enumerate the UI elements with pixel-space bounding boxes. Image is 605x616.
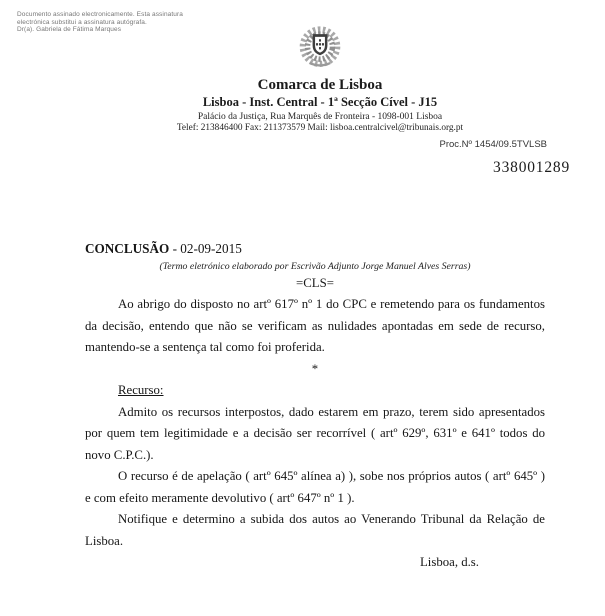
paragraph-apelacao: O recurso é de apelação ( artº 645º alínea a) ), sobe nos próprios autos ( artº 645º ) e com efeito meramente devolutivo ( artº 647º nº 1 ). (85, 469, 545, 505)
conclusao-title (85, 238, 545, 260)
stamp-line-1: Documento assinado electronicamente. Esta assinatura (17, 11, 183, 18)
court-section: Lisboa - Inst. Central - 1ª Secção Cível - J15 (202, 95, 438, 109)
paragraph-notifique: Notifique e determino a subida dos autos ao Venerando Tribunal da Relação de Lisboa. (85, 512, 545, 548)
separator-asterisk: * (311, 361, 319, 376)
stamp-line-2: electrónica substitui a assinatura autógrafa. (17, 18, 147, 26)
signoff-location: Lisboa, d.s. (419, 555, 479, 569)
conclusao-date: - 02-09-2015 (172, 241, 242, 256)
term-note: (Termo eletrónico elaborado por Escrivão Adjunto Jorge Manuel Alves Serras) (159, 260, 471, 272)
case-barcode-number: 338001289 (493, 159, 570, 176)
conclusao-label: CONCLUSÃO (85, 241, 170, 256)
court-address: Palácio da Justiça, Rua Marquês de Fronteira - 1098-001 Lisboa (197, 112, 443, 122)
stamp-signer-name: Dr(a). Gabriela de Fátima Marques (17, 26, 122, 33)
letterhead (35, 24, 605, 134)
document-body (85, 238, 545, 574)
recurso-heading (85, 380, 545, 402)
paragraph-admissao: Admito os recursos interpostos, dado estarem em prazo, terem sido apresentados por quem tem legitimidade e a decisão ser recorrível ( artº 629º, 631º e 641º todos do novo C.P.C.). (85, 404, 545, 462)
paragraph-nulidades: Ao abrigo do disposto no artº 617º nº 1 do CPC e remetendo para os fundamentos da decisão, entendo que não se verificam as nulidades apontadas em sede de recurso, mantendo-se a sentença tal como foi proferida. (85, 297, 545, 354)
coat-of-arms-icon (295, 24, 345, 74)
court-contacts: Telef: 213846400 Fax: 211373579 Mail: lisboa.centralcivel@tribunais.org.pt (176, 123, 464, 133)
recurso-heading-text: Recurso: (118, 383, 164, 397)
process-number: Proc.Nº 1454/09.5TVLSB (439, 139, 547, 150)
court-name: Comarca de Lisboa (257, 77, 383, 93)
cls-marker: =CLS= (296, 275, 334, 290)
